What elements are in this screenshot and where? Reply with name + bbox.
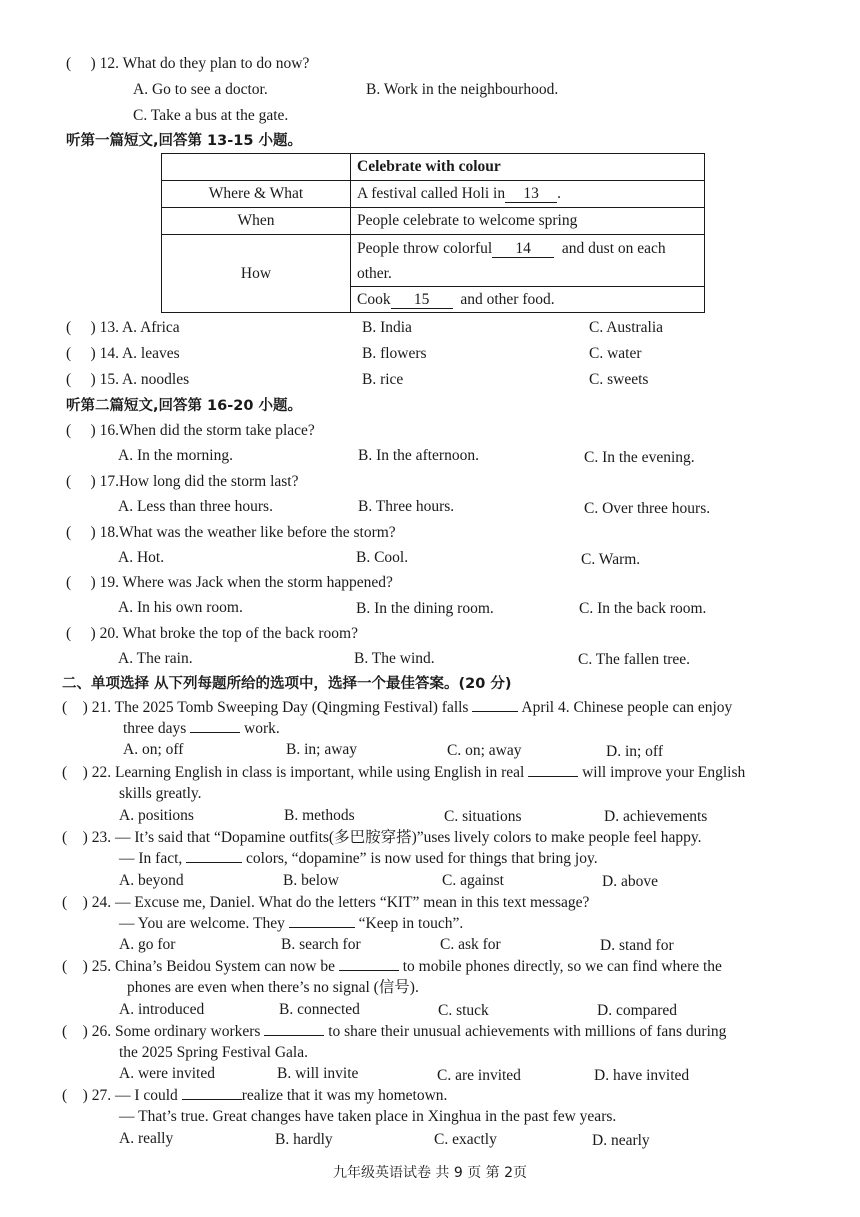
q23-option-d: D. above xyxy=(602,873,658,890)
q23-option-c: C. against xyxy=(442,872,504,889)
table-row-label: When xyxy=(162,208,351,235)
q22-stem: ( ) 22. Learning English in class is important, while using English in real will improve your English xyxy=(62,764,746,781)
q24-option-a: A. go for xyxy=(119,936,176,953)
q25-option-d: D. compared xyxy=(597,1002,678,1019)
q20-option-a: A. The rain. xyxy=(118,650,193,667)
table-cell: A festival called Holi in 13 . xyxy=(351,181,705,208)
q24-option-b: B. search for xyxy=(281,936,361,953)
q23-option-a: A. beyond xyxy=(119,872,184,889)
q27-stem-cont: — That’s true. Great changes have taken place in Xinghua in the past few years. xyxy=(119,1108,617,1125)
q22-option-a: A. positions xyxy=(119,807,194,824)
q26-option-a: A. were invited xyxy=(119,1065,215,1082)
q19-stem: ( ) 19. Where was Jack when the storm happened? xyxy=(66,574,393,591)
q27-stem: ( ) 27. — I could realize that it was my hometown. xyxy=(62,1087,448,1104)
q22-option-c: C. situations xyxy=(444,808,522,825)
q25-option-a: A. introduced xyxy=(119,1001,205,1018)
page-footer: 九年级英语试卷 共 9 页 第 2页 xyxy=(332,1165,528,1181)
q21-option-b: B. in; away xyxy=(286,741,358,758)
q18-stem: ( ) 18.What was the weather like before the storm? xyxy=(66,524,396,541)
q13-stem: ( ) 13. A. Africa xyxy=(66,319,180,336)
q24-stem-cont: — You are welcome. They “Keep in touch”. xyxy=(119,915,464,932)
q12-option-b: B. Work in the neighbourhood. xyxy=(366,81,559,98)
q15-option-c: C. sweets xyxy=(589,371,649,388)
q15-option-b: B. rice xyxy=(362,371,404,388)
q25-stem: ( ) 25. China’s Beidou System can now be to mobile phones directly, so we can find where the xyxy=(62,958,722,975)
q16-option-a: A. In the morning. xyxy=(118,447,233,464)
q26-option-b: B. will invite xyxy=(277,1065,359,1082)
q16-stem: ( ) 16.When did the storm take place? xyxy=(66,422,315,439)
section1-title: 听第一篇短文,回答第 13-15 小题。 xyxy=(66,133,302,149)
q14-stem: ( ) 14. A. leaves xyxy=(66,345,180,362)
q17-stem: ( ) 17.How long did the storm last? xyxy=(66,473,299,490)
celebrate-table xyxy=(161,153,705,313)
q19-option-c: C. In the back room. xyxy=(579,600,707,617)
q21-option-a: A. on; off xyxy=(123,741,184,758)
q14-option-b: B. flowers xyxy=(362,345,427,362)
q22-option-d: D. achievements xyxy=(604,808,708,825)
q22-stem-cont: skills greatly. xyxy=(119,785,202,802)
section2-title: 听第二篇短文,回答第 16-20 小题。 xyxy=(66,398,302,414)
q25-stem-cont: phones are even when there’s no signal (信号). xyxy=(127,979,419,996)
q18-option-b: B. Cool. xyxy=(356,549,409,566)
q26-stem-cont: the 2025 Spring Festival Gala. xyxy=(119,1044,308,1061)
q19-option-b: B. In the dining room. xyxy=(356,600,494,617)
q18-option-c: C. Warm. xyxy=(581,551,641,568)
q16-option-c: C. In the evening. xyxy=(584,449,695,466)
q20-option-b: B. The wind. xyxy=(354,650,435,667)
q21-option-d: D. in; off xyxy=(606,743,663,760)
q20-option-c: C. The fallen tree. xyxy=(578,651,691,668)
q26-option-d: D. have invited xyxy=(594,1067,690,1084)
blank-14[interactable]: 14 xyxy=(492,240,554,258)
q21-option-c: C. on; away xyxy=(447,742,522,759)
q23-option-b: B. below xyxy=(283,872,339,889)
q13-option-c: C. Australia xyxy=(589,319,664,336)
q27-option-c: C. exactly xyxy=(434,1131,497,1148)
blank[interactable] xyxy=(182,1099,242,1100)
q25-option-b: B. connected xyxy=(279,1001,360,1018)
q27-option-d: D. nearly xyxy=(592,1132,650,1149)
table-row-label: Where & What xyxy=(162,181,351,208)
q26-stem: ( ) 26. Some ordinary workers to share their unusual achievements with millions of fans during xyxy=(62,1023,727,1040)
table-title: Celebrate with colour xyxy=(351,154,705,181)
q26-option-c: C. are invited xyxy=(437,1067,521,1084)
q12-option-a: A. Go to see a doctor. xyxy=(133,81,268,98)
q17-option-c: C. Over three hours. xyxy=(584,500,711,517)
table-row-label: How xyxy=(162,235,351,313)
table-cell: People celebrate to welcome spring xyxy=(351,208,705,235)
q24-option-c: C. ask for xyxy=(440,936,501,953)
q19-option-a: A. In his own room. xyxy=(118,599,243,616)
q18-option-a: A. Hot. xyxy=(118,549,165,566)
q20-stem: ( ) 20. What broke the top of the back room? xyxy=(66,625,358,642)
q27-option-a: A. really xyxy=(119,1130,174,1147)
q22-option-b: B. methods xyxy=(284,807,355,824)
q24-option-d: D. stand for xyxy=(600,937,674,954)
table-cell: People throw colorful 14 and dust on each other. xyxy=(351,235,705,287)
q24-stem: ( ) 24. — Excuse me, Daniel. What do the letters “KIT” mean in this text message? xyxy=(62,894,590,911)
blank-15[interactable]: 15 xyxy=(391,291,453,309)
q12-stem: ( ) 12. What do they plan to do now? xyxy=(66,55,310,72)
q23-stem-cont: — In fact, colors, “dopamine” is now used for things that bring joy. xyxy=(119,850,598,867)
blank[interactable] xyxy=(289,927,355,928)
q21-stem-cont: three days work. xyxy=(123,720,280,737)
blank[interactable] xyxy=(186,862,242,863)
table-cell: Cook 15 and other food. xyxy=(351,287,705,313)
q15-stem: ( ) 15. A. noodles xyxy=(66,371,190,388)
q27-option-b: B. hardly xyxy=(275,1131,333,1148)
q12-option-c: C. Take a bus at the gate. xyxy=(133,107,289,124)
blank[interactable] xyxy=(190,732,240,733)
blank[interactable] xyxy=(528,776,578,777)
q21-stem: ( ) 21. The 2025 Tomb Sweeping Day (Qingming Festival) falls April 4. Chinese people can enjoy xyxy=(62,699,733,716)
part2-title: 二、单项选择 从下列每题所给的选项中，选择一个最佳答案。(20 分) xyxy=(62,676,512,692)
q16-option-b: B. In the afternoon. xyxy=(358,447,479,464)
blank[interactable] xyxy=(472,711,518,712)
blank[interactable] xyxy=(264,1035,324,1036)
q17-option-b: B. Three hours. xyxy=(358,498,455,515)
q17-option-a: A. Less than three hours. xyxy=(118,498,273,515)
blank-13[interactable]: 13 xyxy=(505,185,557,203)
blank[interactable] xyxy=(339,970,399,971)
q25-option-c: C. stuck xyxy=(438,1002,489,1019)
q14-option-c: C. water xyxy=(589,345,642,362)
answer-paren[interactable]: ( xyxy=(66,55,72,72)
q23-stem: ( ) 23. — It’s said that “Dopamine outfits(多巴胺穿搭)”uses lively colors to make people feel happy. xyxy=(62,829,702,846)
q13-option-b: B. India xyxy=(362,319,412,336)
